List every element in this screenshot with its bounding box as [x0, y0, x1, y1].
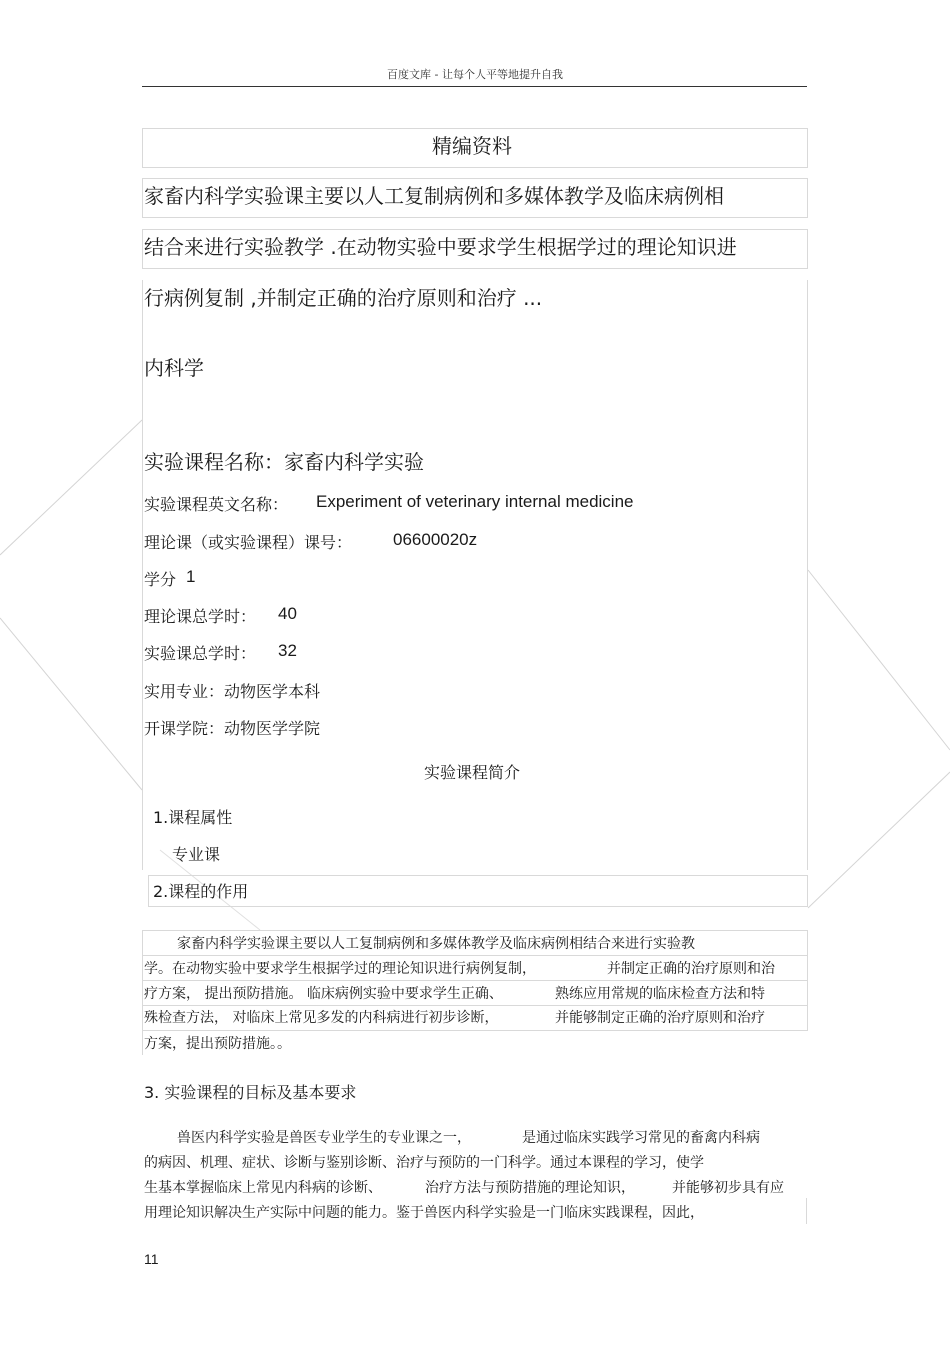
- course-code-value: 06600020z: [393, 530, 478, 549]
- course-english-value: Experiment of veterinary internal medicine: [316, 492, 634, 511]
- paragraph-line: 方案，提出预防措施。。: [144, 1036, 291, 1052]
- subject-heading: 内科学: [144, 356, 204, 380]
- banner-line: 家畜内科学实验课主要以人工复制病例和多媒体教学及临床病例相: [144, 184, 724, 208]
- paragraph-line: 用理论知识解决生产实际中问题的能力。鉴于兽医内科学实验是一门临床实践课程，因此，: [144, 1205, 704, 1221]
- paragraph-line: 的病因、机理、症状、诊断与鉴别诊断、治疗与预防的一门科学。通过本课程的学习，使学: [144, 1155, 704, 1171]
- course-code-label: 理论课（或实验课程）课号：: [144, 533, 353, 552]
- credit-value: 1: [186, 567, 196, 586]
- paragraph-line: 疗方案， 提出预防措施。 临床病例实验中要求学生正确、: [144, 986, 503, 1002]
- course-college: 开课学院：动物医学学院: [144, 719, 321, 738]
- lab-hours-label: 实验课总学时：: [144, 644, 257, 663]
- paragraph-line: 并能够制定正确的治疗原则和治疗: [555, 1010, 765, 1026]
- header-divider: [142, 86, 807, 87]
- section-1-title: 1.课程属性: [153, 808, 233, 827]
- paragraph-line: 并制定正确的治疗原则和治: [607, 961, 775, 977]
- frame-edge: [806, 1198, 807, 1224]
- paragraph-line: 家畜内科学实验课主要以人工复制病例和多媒体教学及临床病例相结合来进行实验教: [177, 936, 695, 952]
- page-header: 百度文库 - 让每个人平等地提升自我: [387, 68, 563, 81]
- course-major: 实用专业：动物医学本科: [144, 682, 321, 701]
- paragraph-line: 并能够初步具有应: [672, 1180, 784, 1196]
- lab-hours-value: 32: [278, 641, 297, 660]
- section-1-value: 专业课: [172, 845, 221, 864]
- course-english-label: 实验课程英文名称：: [144, 495, 289, 514]
- intro-heading: 实验课程简介: [423, 763, 520, 782]
- section-3-title: 3. 实验课程的目标及基本要求: [144, 1083, 357, 1102]
- banner-line: 行病例复制 ,并制定正确的治疗原则和治疗 ...: [144, 286, 543, 310]
- paragraph-line: 殊检查方法， 对临床上常见多发的内科病进行初步诊断，: [144, 1010, 499, 1026]
- paragraph-line: 兽医内科学实验是兽医专业学生的专业课之一，: [177, 1130, 471, 1146]
- credit-label: 学分: [144, 570, 177, 589]
- paragraph-line: 熟练应用常规的临床检查方法和特: [555, 986, 765, 1002]
- paragraph-line: 生基本掌握临床上常见内科病的诊断、: [144, 1180, 382, 1196]
- paragraph-line: 是通过临床实践学习常见的畜禽内科病: [522, 1130, 760, 1146]
- course-name: 实验课程名称：家畜内科学实验: [144, 450, 424, 474]
- banner-line: 结合来进行实验教学 .在动物实验中要求学生根据学过的理论知识进: [144, 235, 737, 259]
- paragraph-line: 学。在动物实验中要求学生根据学过的理论知识进行病例复制，: [144, 961, 536, 977]
- page-number: 11: [144, 1251, 159, 1267]
- theory-hours-value: 40: [278, 604, 297, 623]
- paragraph-line: 治疗方法与预防措施的理论知识，: [425, 1180, 635, 1196]
- theory-hours-label: 理论课总学时：: [144, 607, 257, 626]
- section-2-title: 2.课程的作用: [153, 882, 249, 901]
- banner-title: 精编资料: [432, 134, 512, 158]
